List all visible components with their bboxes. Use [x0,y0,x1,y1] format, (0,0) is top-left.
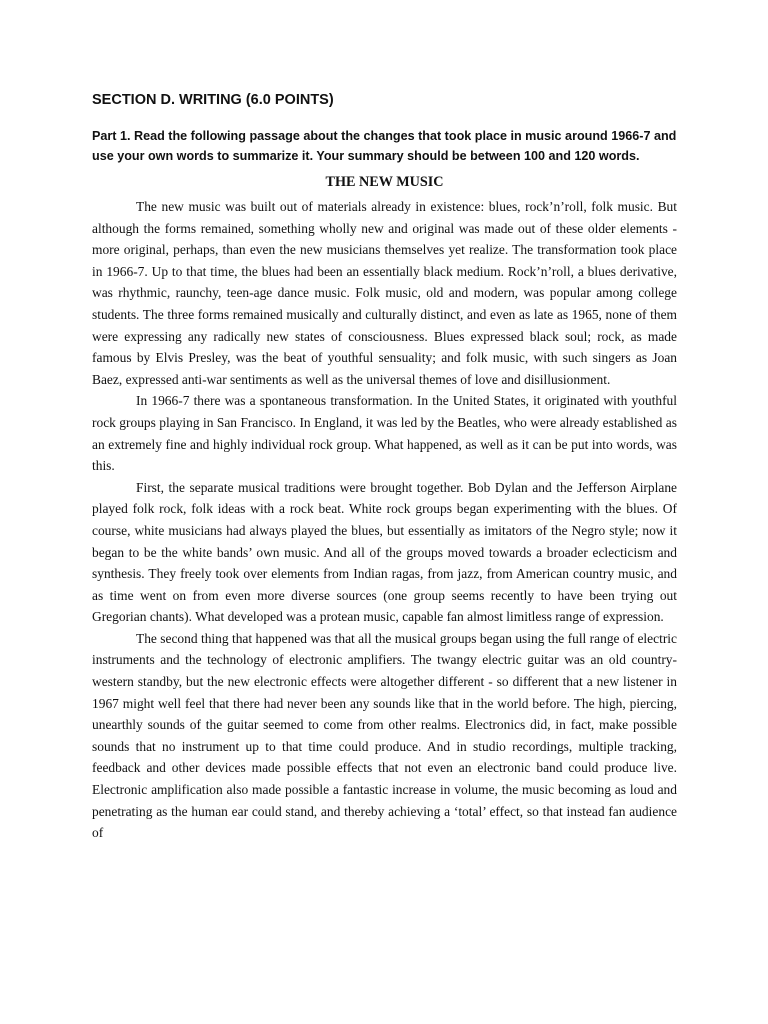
task-instructions: Part 1. Read the following passage about the changes that took place in music around 1966-7 and use your own words to summarize it. Your summary should be between 100 and 120 words. [92,129,677,163]
passage-paragraph-4: The second thing that happened was that all the musical groups began using the full range of electric instruments and the technology of electronic amplifiers. The twangy electric guitar was an old country-western standby, but the new electronic effects were altogether different - so different that a new listener in 1967 might well feel that there had never been any sounds like that in the world before. The high, piercing, unearthly sounds of the guitar seemed to come from other realms. Electronics did, in fact, make possible sounds that no instrument up to that time could produce. And in studio recordings, multiple tracking, feedback and other devices made possible effects that not even an electronic band could produce live. Electronic amplification also made possible a fantastic increase in volume, the music becoming as loud and penetrating as the human ear could stand, and thereby achieving a ‘total’ effect, so that instead fan audience of [92,630,677,841]
document-page [92,92,677,844]
passage-title: THE NEW MUSIC [325,174,444,190]
section-title: SECTION D. WRITING (6.0 POINTS) [92,92,334,108]
passage-paragraph-1: The new music was built out of materials already in existence: blues, rock’n’roll, folk music. But although the forms remained, something wholly new and original was made out of these older elements - more original, perhaps, than even the new musicians themselves yet realize. The transformation took place in 1966-7. Up to that time, the blues had been an essentially black medium. Rock’n’roll, a blues derivative, was rhythmic, raunchy, teen-age dance music. Folk music, old and modern, was popular among college students. The three forms remained musically and culturally distinct, and even as late as 1965, none of them were expressing any radically new states of consciousness. Blues expressed black soul; rock, as made famous by Elvis Presley, was the beat of youthful sensuality; and folk music, with such singers as Joan Baez, expressed anti-war sentiments as well as the universal themes of love and disillusionment. [92,199,677,387]
passage-paragraph-2: In 1966-7 there was a spontaneous transformation. In the United States, it originated with youthful rock groups playing in San Francisco. In England, it was led by the Beatles, who were already established as an extremely fine and highly individual rock group. What happened, as well as it can be put into words, was this. [92,393,677,474]
passage-paragraph-3: First, the separate musical traditions were brought together. Bob Dylan and the Jefferson Airplane played folk rock, folk ideas with a rock beat. White rock groups began experimenting with the blues. Of course, white musicians had always played the blues, but essentially as imitators of the Negro style; now it began to be the white bands’ own music. And all of the groups moved towards a broader eclecticism and synthesis. They freely took over elements from Indian ragas, from jazz, from American country music, and as time went on from even more diverse sources (one group seems recently to have been trying out Gregorian chants). What developed was a protean music, capable fan almost limitless range of expression. [92,479,677,625]
